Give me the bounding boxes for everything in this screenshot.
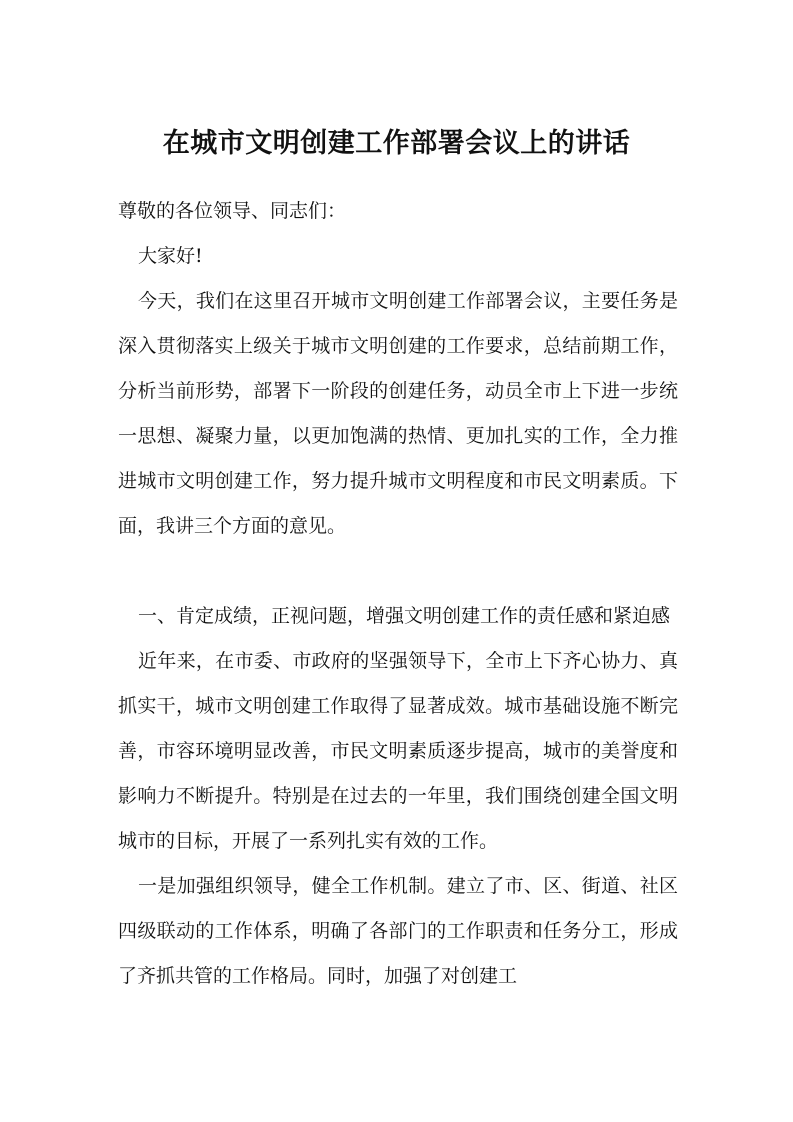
- greeting: 大家好!: [138, 245, 203, 267]
- intro-paragraph: 今天，我们在这里召开城市文明创建工作部署会议，主要任务是深入贯彻落实上级关于城市文明创建的工作要求，总结前期工作，分析当前形势，部署下一阶段的创建任务，动员全市上下进一步统一思想、凝聚力量，以更加饱满的热情、更加扎实的工作，全力推进城市文明创建工作，努力提升城市文明程度和市民文明素质。下面，我讲三个方面的意见。: [118, 290, 678, 537]
- document-title: 在城市文明创建工作部署会议上的讲话: [162, 128, 631, 159]
- document-body: [118, 189, 678, 999]
- body-paragraph: 近年来，在市委、市政府的坚强领导下，全市上下齐心协力、真抓实干，城市文明创建工作取得了显著成效。城市基础设施不断完善，市容环境明显改善，市民文明素质逐步提高，城市的美誉度和影响力不断提升。特别是在过去的一年里，我们围绕创建全国文明城市的目标，开展了一系列扎实有效的工作。: [118, 650, 678, 852]
- salutation: 尊敬的各位领导、同志们：: [118, 200, 347, 222]
- paragraph-gap: [118, 549, 678, 594]
- section-heading: 一、肯定成绩，正视问题，增强文明创建工作的责任感和紧迫感: [138, 605, 671, 627]
- body-paragraph: 一是加强组织领导，健全工作机制。建立了市、区、街道、社区四级联动的工作体系，明确了各部门的工作职责和任务分工，形成了齐抓共管的工作格局。同时，加强了对创建工: [118, 875, 678, 987]
